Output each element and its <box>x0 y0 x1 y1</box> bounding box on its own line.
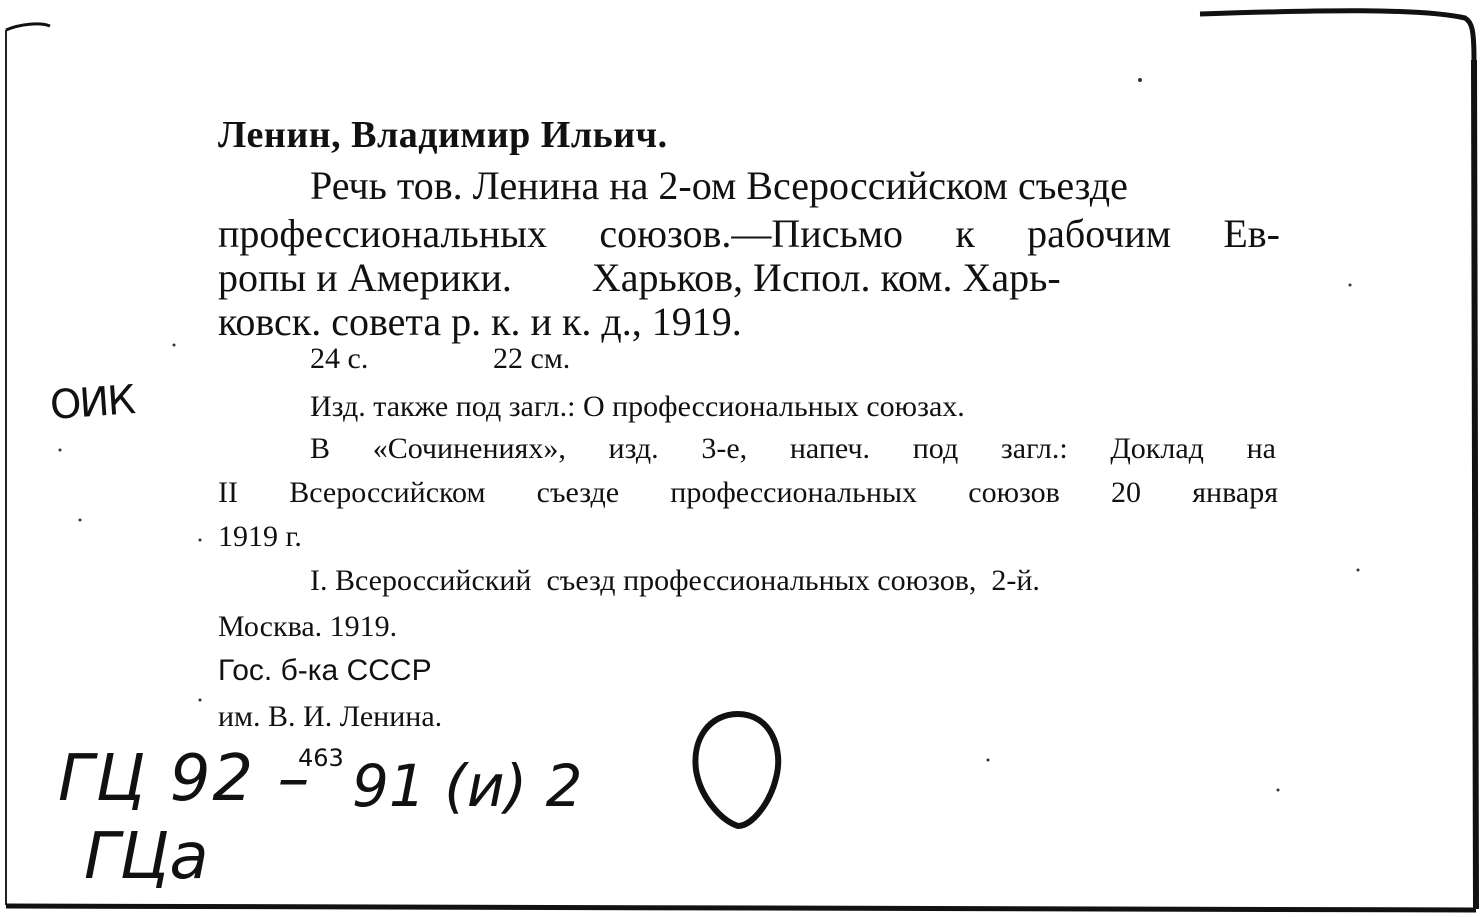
author-heading: Ленин, Владимир Ильич. <box>218 114 668 156</box>
title-line-4: ковск. совета р. к. и к. д., 1919. <box>218 299 742 344</box>
handwritten-side-mark: ОИК <box>48 377 136 429</box>
title-line-2: профессиональных союзов.—Письмо к рабочим Ев- <box>218 211 1280 256</box>
note-alt-title: Изд. также под загл.: О профессиональных союзах. <box>310 390 965 423</box>
physical-pages: 24 с. <box>310 342 369 375</box>
oval-stamp-icon <box>690 708 790 833</box>
title-line-1: Речь тов. Ленина на 2-ом Всероссийском съезде <box>310 163 1128 208</box>
physical-size: 22 см. <box>493 342 571 375</box>
subject-heading-line-2: Москва. 1919. <box>218 610 398 643</box>
handwritten-collection-mark: ГЦа <box>84 820 209 894</box>
library-name-line-2: им. В. И. Ленина. <box>218 700 443 733</box>
note-collected-works-line-3: 1919 г. <box>218 520 302 553</box>
handwritten-superscript: 463 <box>298 744 344 772</box>
handwritten-shelf-mark-tail: 91 (и) 2 <box>352 752 583 820</box>
handwritten-shelf-mark: ГЦ 92 – <box>58 742 312 816</box>
note-collected-works-line-2: II Всероссийском съезде профессиональных союзов 20 января <box>218 476 1278 509</box>
library-name-line-1: Гос. б-ка СССР <box>218 654 432 687</box>
note-collected-works-line-1: В «Сочинениях», изд. 3-е, напеч. под загл.: Доклад на <box>310 432 1276 465</box>
title-line-3: ропы и Америки. Харьков, Испол. ком. Харь- <box>218 255 1061 300</box>
subject-heading-line-1: I. Всероссийский съезд профессиональных союзов, 2-й. <box>310 564 1040 597</box>
